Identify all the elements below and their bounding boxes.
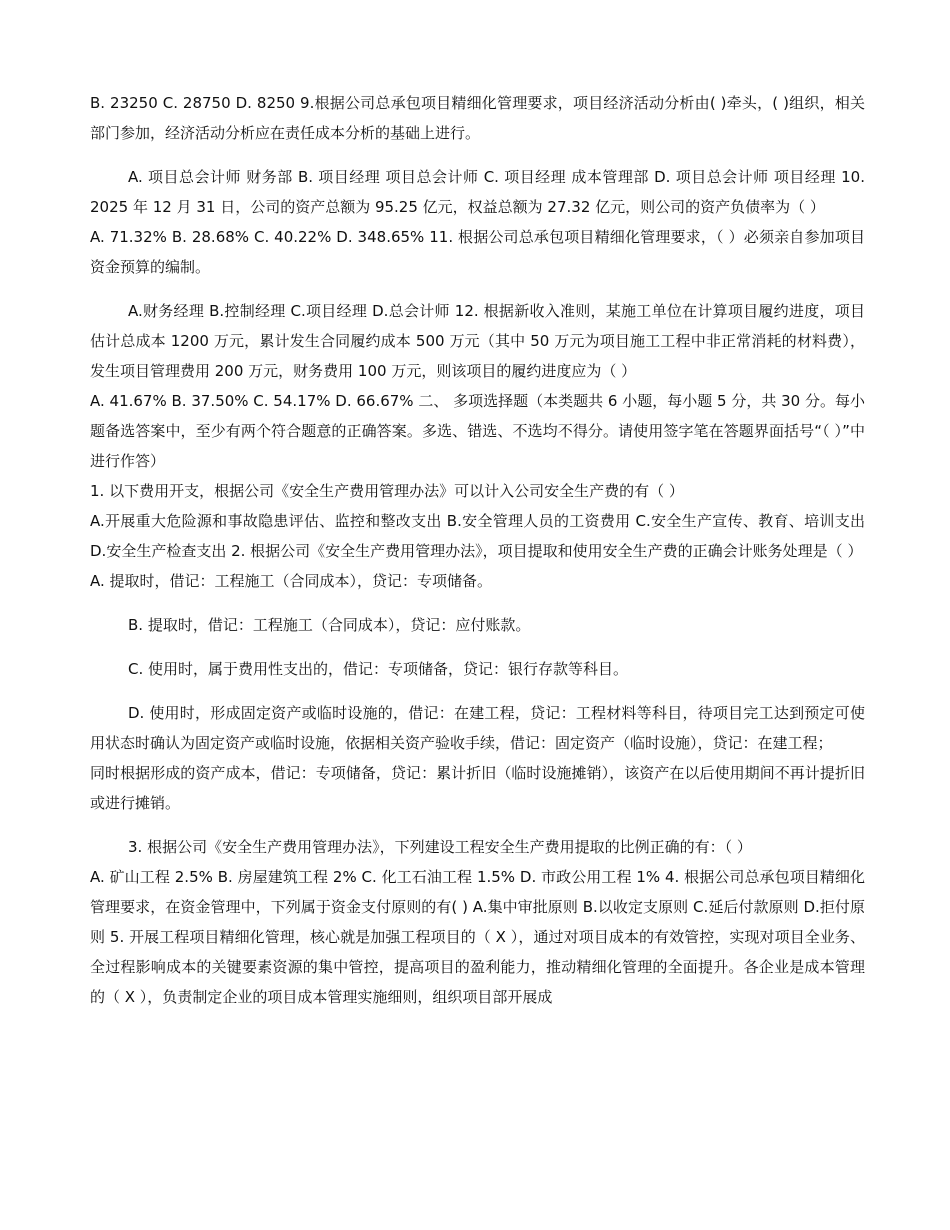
paragraph-multi-q2-option-d-continued: 同时根据形成的资产成本，借记：专项储备，贷记：累计折旧（临时设施摊销），该资产在以后使用期间不再计提折旧或进行摊销。	[90, 764, 865, 812]
paragraph-multi-q2-option-c: C. 使用时，属于费用性支出的，借记：专项储备，贷记：银行存款等科目。	[128, 660, 629, 678]
paragraph-q11-options-q12: A.财务经理 B.控制经理 C.项目经理 D.总会计师 12. 根据新收入准则，某施工单位在计算项目履约进度，项目估计总成本 1200 万元，累计发生合同履约成本 500 万元（其中 50 万元为项目施工工程中非正常消耗的材料费），发生项目管理费用 200 万元，财务费用 100 万元，则该项目的履约进度应为（ ）	[90, 302, 865, 380]
paragraph-multi-q2-option-a: A. 提取时，借记：工程施工（合同成本），贷记：专项储备。	[90, 572, 493, 590]
paragraph-q12-options-section2: A. 41.67% B. 37.50% C. 54.17% D. 66.67% 二、 多项选择题（本类题共 6 小题，每小题 5 分，共 30 分。每小题备选答案中，至少有两个符合题意的正确答案。多选、错选、不选均不得分。请使用签字笔在答题界面括号“（ ）”中进行作答）	[90, 392, 865, 470]
document-page	[90, 88, 865, 1012]
paragraph-q9: B. 23250 C. 28750 D. 8250 9.根据公司总承包项目精细化管理要求，项目经济活动分析由( )牵头，( )组织，相关部门参加，经济活动分析应在责任成本分析的基础上进行。	[90, 94, 865, 142]
paragraph-multi-q3: 3. 根据公司《安全生产费用管理办法》，下列建设工程安全生产费用提取的比例正确的有：（ ）	[128, 838, 752, 856]
paragraph-multi-q2-option-b: B. 提取时，借记：工程施工（合同成本），贷记：应付账款。	[128, 616, 531, 634]
paragraph-multi-q3-options-q4-q5: A. 矿山工程 2.5% B. 房屋建筑工程 2% C. 化工石油工程 1.5% D. 市政公用工程 1% 4. 根据公司总承包项目精细化管理要求，在资金管理中，下列属于资金支付原则的有( ) A.集中审批原则 B.以收定支原则 C.延后付款原则 D.拒付原则 5. 开展工程项目精细化管理，核心就是加强工程项目的（ X ），通过对项目成本的有效管控，实现对项目全业务、全过程影响成本的关键要素资源的集中管控，提高项目的盈利能力，推动精细化管理的全面提升。各企业是成本管理的（ X ），负责制定企业的项目成本管理实施细则，组织项目部开展成	[90, 868, 865, 1006]
paragraph-q10-options-q11: A. 71.32% B. 28.68% C. 40.22% D. 348.65% 11. 根据公司总承包项目精细化管理要求，（ ）必须亲自参加项目资金预算的编制。	[90, 228, 865, 276]
paragraph-q9-options-q10: A. 项目总会计师 财务部 B. 项目经理 项目总会计师 C. 项目经理 成本管理部 D. 项目总会计师 项目经理 10. 2025 年 12 月 31 日，公司的资产总额为 95.25 亿元，权益总额为 27.32 亿元，则公司的资产负债率为（ ）	[90, 168, 865, 216]
paragraph-multi-q1: 1. 以下费用开支，根据公司《安全生产费用管理办法》可以计入公司安全生产费的有（ ）	[90, 482, 684, 500]
paragraph-multi-q2-option-d: D. 使用时，形成固定资产或临时设施的，借记：在建工程，贷记：工程材料等科目，待项目完工达到预定可使用状态时确认为固定资产或临时设施，依据相关资产验收手续，借记：固定资产（临时设施），贷记：在建工程；	[90, 704, 865, 752]
paragraph-multi-q1-options-q2: A.开展重大危险源和事故隐患评估、监控和整改支出 B.安全管理人员的工资费用 C.安全生产宣传、教育、培训支出 D.安全生产检查支出 2. 根据公司《安全生产费用管理办法》，项目提取和使用安全生产费的正确会计账务处理是（ ）	[90, 512, 865, 560]
